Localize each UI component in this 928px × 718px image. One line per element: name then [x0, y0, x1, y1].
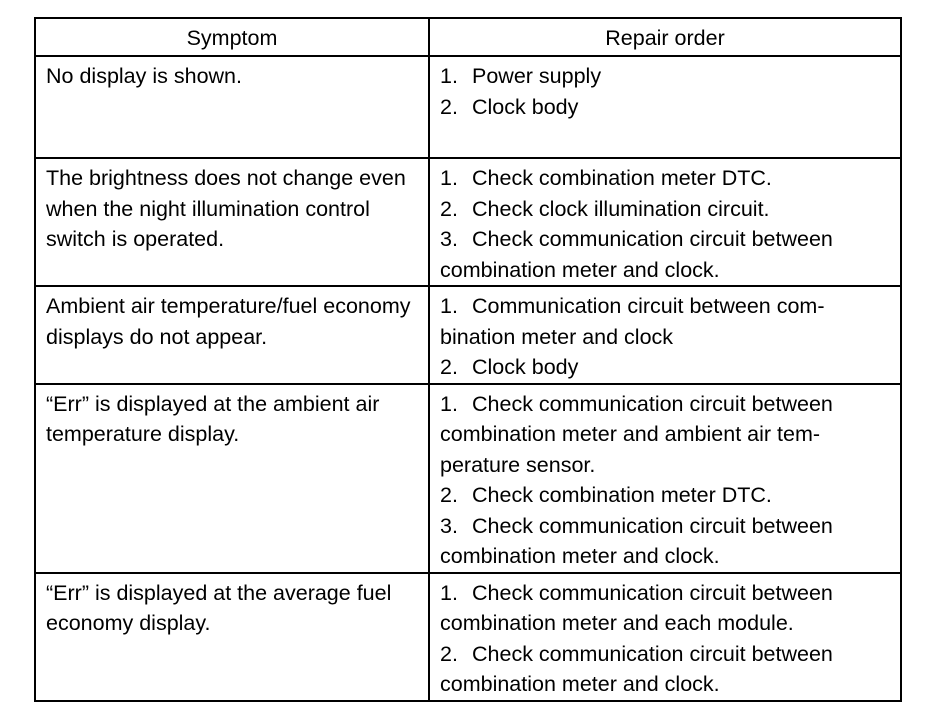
- symptom-cell: No display is shown.: [35, 56, 429, 158]
- step-text: Check communication circuit between combination meter and clock.: [440, 513, 839, 568]
- step-number: 2.: [440, 641, 458, 666]
- symptom-cell: The brightness does not change even when the night illumination control switch is operated.: [35, 158, 429, 286]
- step-number: 1.: [440, 294, 458, 318]
- step-text: Check communication circuit between combination meter and clock.: [440, 227, 839, 282]
- step-number: 1.: [440, 580, 458, 605]
- step-text: Check combination meter DTC.: [472, 166, 772, 190]
- table-row: [35, 286, 901, 384]
- repair-step: [440, 163, 888, 194]
- repair-step: [440, 291, 888, 352]
- repair-step: [440, 352, 888, 383]
- step-number: 2.: [440, 196, 458, 221]
- repair-step: [440, 92, 888, 123]
- symptom-cell: “Err” is displayed at the ambient air temperature display.: [35, 384, 429, 573]
- step-number: 1.: [440, 64, 458, 88]
- table-row: [35, 384, 901, 573]
- table-row: [35, 56, 901, 158]
- repair-step: [440, 511, 888, 572]
- repair-order-cell: [429, 158, 901, 286]
- repair-order-cell: [429, 286, 901, 384]
- repair-order-cell: [429, 384, 901, 573]
- symptom-repair-table: [34, 17, 902, 702]
- step-text: Check communication circuit between combination meter and clock.: [440, 641, 839, 696]
- repair-step: [440, 578, 888, 639]
- step-number: 1.: [440, 166, 458, 190]
- repair-order-header: Repair order: [429, 18, 901, 56]
- table-row: [35, 573, 901, 701]
- step-number: 1.: [440, 391, 458, 416]
- repair-order-cell: [429, 56, 901, 158]
- step-number: 3.: [440, 227, 458, 251]
- repair-step: [440, 194, 888, 225]
- repair-step: [440, 639, 888, 700]
- step-text: Check communication circuit between combination meter and ambient air tem-perature sensor.: [440, 391, 839, 477]
- step-text: Check combination meter DTC.: [472, 483, 772, 507]
- step-number: 3.: [440, 513, 458, 538]
- repair-step: [440, 389, 888, 481]
- step-text: Clock body: [472, 355, 579, 379]
- repair-step: [440, 61, 888, 92]
- repair-step: [440, 480, 888, 511]
- repair-order-cell: [429, 573, 901, 701]
- step-text: Clock body: [472, 94, 579, 119]
- step-text: Power supply: [472, 64, 602, 88]
- step-text: Communication circuit between com-bination meter and clock: [440, 294, 825, 349]
- step-number: 2.: [440, 94, 458, 119]
- symptom-cell: “Err” is displayed at the average fuel economy display.: [35, 573, 429, 701]
- header-row: [35, 18, 901, 56]
- step-text: Check clock illumination circuit.: [472, 196, 770, 221]
- step-text: Check communication circuit between combination meter and each module.: [440, 580, 839, 635]
- repair-step: [440, 224, 888, 285]
- step-number: 2.: [440, 483, 458, 507]
- step-number: 2.: [440, 355, 458, 379]
- symptom-cell: Ambient air temperature/fuel economy displays do not appear.: [35, 286, 429, 384]
- table-row: [35, 158, 901, 286]
- symptom-header: Symptom: [35, 18, 429, 56]
